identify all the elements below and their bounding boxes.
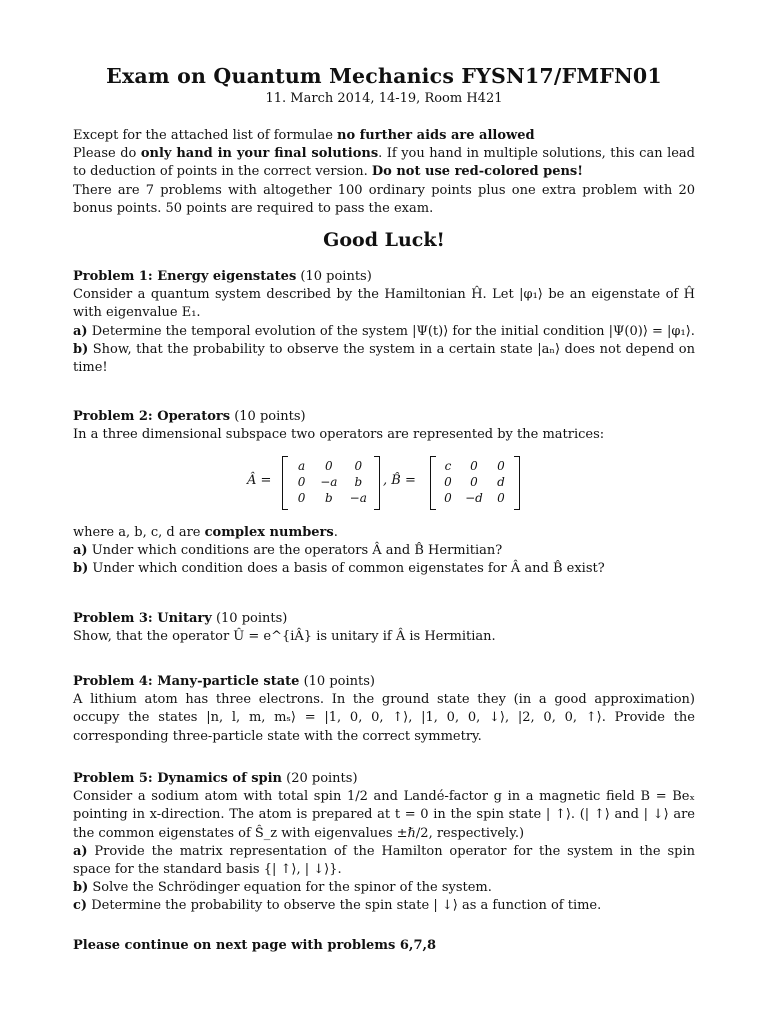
part-label: b): [73, 561, 89, 577]
problem-title: Problem 5: Dynamics of spin: [73, 771, 282, 786]
part-text: Solve the Schrödinger equation for the spinor of the system.: [88, 880, 492, 896]
matrix-a: [282, 456, 380, 510]
problem-4-heading: [73, 673, 695, 691]
matrix-b-cell: 0: [497, 459, 505, 473]
intro-text: Except for the attached list of formulae: [73, 128, 338, 143]
problem-5a: [73, 843, 695, 879]
problem-2-where: [73, 524, 695, 542]
matrix-b-cell: 0: [497, 491, 505, 505]
problem-3: [73, 610, 695, 646]
intro-line-solutions: [73, 145, 695, 181]
part-text: Under which condition does a basis of common eigenstates for Â and B̂ exist?: [88, 561, 605, 577]
matrix-a-table: [289, 458, 373, 506]
problem-5: [73, 770, 695, 916]
problem-points: (10 points): [299, 674, 375, 689]
problem-5-text: Consider a sodium atom with total spin 1/2 and Landé-factor g in a magnetic field B = Beₓ pointing in x-direction. The atom is prepared at t = 0 in the spin state | ↑⟩. (| ↑⟩ and | ↓⟩ are the common eigenstates of Ŝ_z with eigenvalues ±ℏ/2, respectively.): [73, 789, 695, 841]
part-label: b): [73, 880, 89, 896]
problem-2a: [73, 542, 695, 560]
matrix-a-cell: a: [298, 459, 306, 473]
problem-title: Problem 3: Unitary: [73, 611, 212, 626]
matrix-a-cell: 0: [297, 475, 306, 489]
intro-section: [73, 127, 695, 218]
intro-text: . If you hand in multiple solutions, this can lead to deduction of points in the correct version.: [73, 146, 695, 180]
matrix-b-cell: d: [497, 475, 505, 489]
matrix-b-table: [437, 458, 513, 506]
problem-5b: [73, 879, 695, 897]
problem-1: [73, 268, 695, 377]
problem-3-heading: [73, 610, 695, 628]
part-text: Show, that the probability to observe the system in a certain state |aₙ⟩ does not depend on time!: [73, 341, 695, 376]
problem-1-text: Consider a quantum system described by the Hamiltonian Ĥ. Let |φ₁⟩ be an eigenstate of Ĥ with eigenvalue E₁.: [73, 287, 695, 321]
matrix-a-cell: 0: [354, 459, 363, 473]
problem-2: [73, 408, 695, 444]
problem-2-parts: [73, 524, 695, 579]
continue-note: Please continue on next page with problems 6,7,8: [73, 938, 437, 953]
intro-text: Please do: [73, 146, 141, 162]
operator-a-label: Â =: [247, 473, 272, 488]
matrix-b-cell: 0: [444, 475, 452, 489]
part-text: Provide the matrix representation of the Hamilton operator for the system in the spin space for the standard basis {| ↑⟩, | ↓⟩}.: [73, 843, 695, 878]
problem-title: Problem 1: Energy eigenstates: [73, 269, 297, 284]
problem-5-heading: [73, 770, 695, 788]
part-text: Determine the temporal evolution of the system |Ψ(t)⟩ for the initial condition |Ψ(0)⟩ = |φ₁⟩.: [87, 323, 695, 339]
problem-points: (10 points): [296, 269, 372, 284]
where-text: where a, b, c, d are: [73, 525, 205, 540]
matrix-b-cell: −d: [465, 491, 483, 505]
exam-date-room: 11. March 2014, 14-19, Room H421: [265, 91, 503, 106]
good-luck-heading: Good Luck!: [323, 229, 445, 251]
matrix-a-cell: 0: [297, 491, 306, 505]
matrix-a-cell: b: [354, 475, 363, 489]
matrix-b-cell: 0: [470, 475, 478, 489]
matrix-b: [430, 456, 520, 510]
problem-2b: [73, 560, 695, 578]
intro-emphasis: Do not use red-colored pens!: [371, 164, 583, 180]
problem-1a: [73, 323, 695, 341]
problem-1b: [73, 341, 695, 377]
operator-b-label: , B̂ =: [383, 473, 416, 488]
problem-1-heading: [73, 268, 695, 286]
problem-4: [73, 673, 695, 746]
problem-3-text: Show, that the operator Û = e^{iÂ} is unitary if Â is Hermitian.: [73, 629, 496, 645]
problem-title: Problem 4: Many-particle state: [73, 674, 300, 689]
part-text: Under which conditions are the operators Â and B̂ Hermitian?: [87, 543, 503, 559]
intro-emphasis: only hand in your final solutions: [140, 146, 379, 162]
matrix-b-cell: c: [444, 459, 452, 473]
intro-emphasis: no further aids are allowed: [337, 128, 535, 143]
matrix-b-cell: 0: [444, 491, 452, 505]
where-text: .: [333, 525, 338, 540]
matrix-equation: [0, 454, 768, 514]
problem-points: (10 points): [230, 409, 306, 424]
part-label: a): [73, 543, 88, 559]
matrix-b-cell: 0: [470, 459, 478, 473]
problem-5c: [73, 897, 695, 915]
matrix-a-cell: −a: [320, 475, 338, 489]
problem-title: Problem 2: Operators: [73, 409, 231, 424]
problem-2-text: In a three dimensional subspace two operators are represented by the matrices:: [73, 427, 605, 443]
matrix-a-cell: 0: [325, 459, 333, 473]
matrix-a-cell: b: [325, 491, 333, 505]
intro-line-aids: [73, 127, 695, 145]
part-label: a): [73, 843, 88, 859]
problem-points: (10 points): [211, 611, 288, 626]
problem-points: (20 points): [282, 771, 358, 786]
part-label: b): [73, 341, 89, 357]
part-text: Determine the probability to observe the spin state | ↓⟩ as a function of time.: [87, 898, 602, 914]
part-label: a): [73, 323, 88, 339]
matrix-a-cell: −a: [349, 491, 367, 505]
page-title: Exam on Quantum Mechanics FYSN17/FMFN01: [106, 64, 662, 88]
where-emphasis: complex numbers: [204, 525, 334, 540]
part-label: c): [73, 898, 88, 914]
problem-2-heading: [73, 408, 695, 426]
problem-4-text: A lithium atom has three electrons. In the ground state they (in a good approximation) occupy the states |n, l, m, mₛ⟩ = |1, 0, 0, ↑⟩, |1, 0, 0, ↓⟩, |2, 0, 0, ↑⟩. Provide the corresponding three-particle state with the correct symmetry.: [73, 692, 695, 744]
intro-line-points: There are 7 problems with altogether 100 ordinary points plus one extra problem with 20 bonus points. 50 points are required to pass the exam.: [73, 182, 695, 216]
